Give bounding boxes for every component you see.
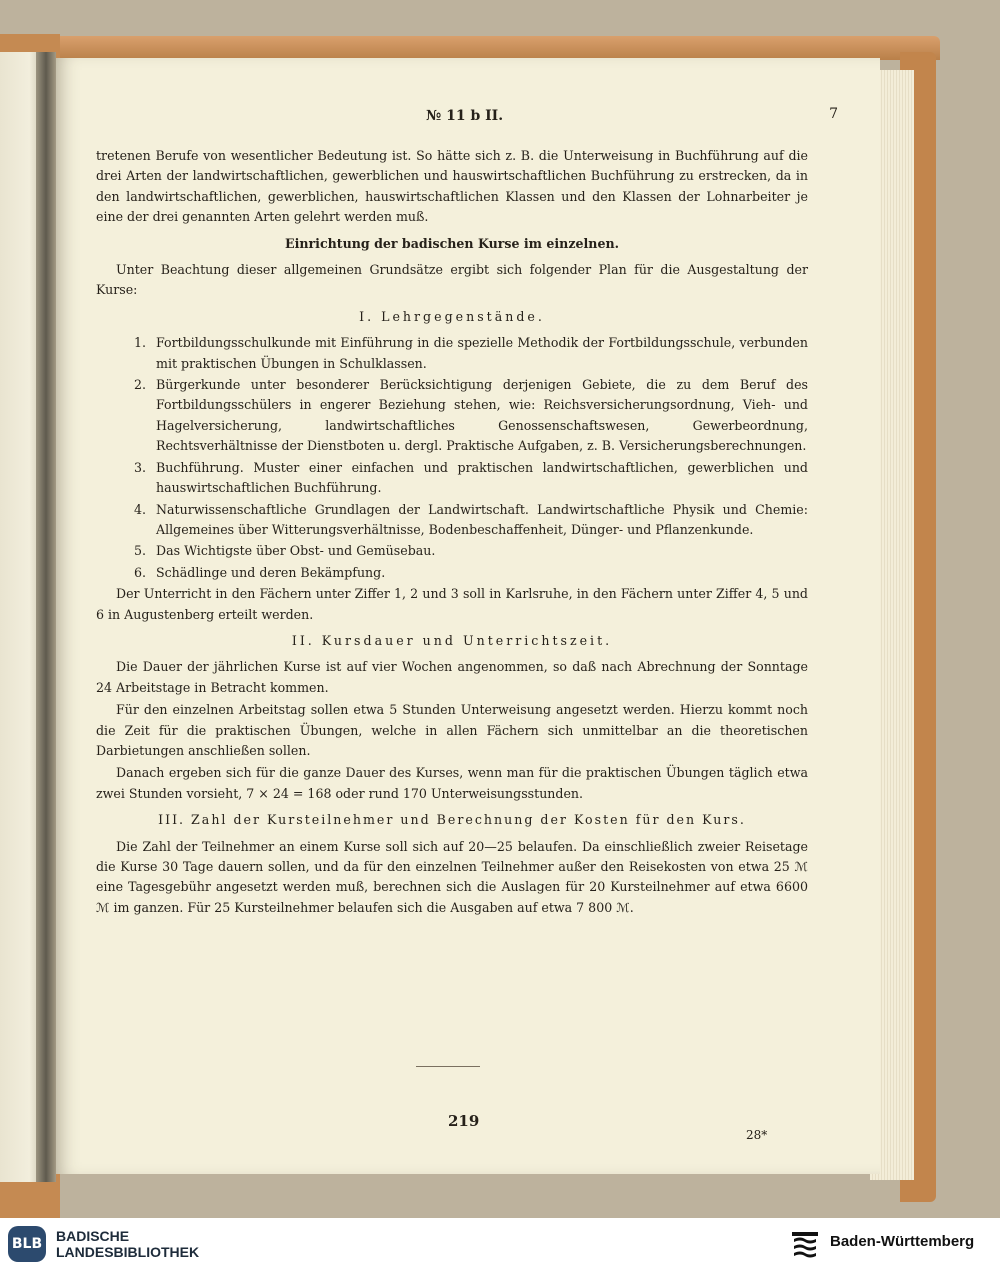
book-gutter	[36, 52, 56, 1182]
body-text	[96, 146, 808, 920]
signature-mark: 28*	[746, 1128, 768, 1142]
running-header	[96, 106, 838, 130]
section2-paragraph: Danach ergeben sich für die ganze Dauer des Kurses, wenn man für die praktischen Übungen täglich etwa zwei Stunden vorsieht, 7 × 24 = 168 oder rund 170 Unterweisungsstunden.	[96, 765, 808, 801]
list-item: 6. Schädlinge und deren Bekämpfung.	[134, 564, 386, 580]
section3-title: III. Zahl der Kursteilnehmer und Berechnung der Kosten für den Kurs.	[158, 812, 746, 828]
main-heading: Einrichtung der badischen Kurse im einzelnen.	[284, 235, 620, 251]
divider	[416, 1066, 480, 1067]
coat-of-arms-icon	[790, 1226, 820, 1262]
page-number: 7	[829, 106, 838, 122]
list-item: 2. Bürgerkunde unter besonderer Berücksichtigung derjenigen Gebiete, die zu dem Beruf des Fortbildungsschülers in engerer Beziehung stehen, wie: Reichsversicherungsordnung, Vieh- und Hagelversicherung, landwirtschaftliches Genossenschaftswesen, Gewerbeordnung, Rechtsverhältnisse der Dienstboten u. dergl. Praktische Aufgaben, z. B. Versicherungsberechnungen.	[134, 377, 808, 454]
blb-logo[interactable]: BLB	[8, 1226, 46, 1262]
folio-number: 219	[448, 1112, 480, 1130]
section2-title: II. Kursdauer und Unterrichtszeit.	[291, 632, 613, 648]
library-name: BADISCHE LANDESBIBLIOTHEK	[56, 1228, 200, 1260]
book-cover-top	[40, 36, 940, 60]
list-item: 1. Fortbildungsschulkunde mit Einführung in die spezielle Methodik der Fortbildungsschule, verbunden mit praktischen Übungen in Schulklassen.	[134, 335, 808, 371]
section1-closing: Der Unterricht in den Fächern unter Ziffer 1, 2 und 3 soll in Karlsruhe, in den Fächern unter Ziffer 4, 5 und 6 in Augustenberg erteilt werden.	[96, 586, 808, 622]
section2-paragraph: Die Dauer der jährlichen Kurse ist auf vier Wochen angenommen, so daß nach Abrechnung der Sonntage 24 Arbeitstage in Betracht kommen.	[96, 659, 808, 695]
issue-number: № 11 b II.	[426, 108, 504, 124]
plan-paragraph: Unter Beachtung dieser allgemeinen Grundsätze ergibt sich folgender Plan für die Ausgestaltung der Kurse:	[96, 262, 808, 298]
list-item: 3. Buchführung. Muster einer einfachen und praktischen landwirtschaftlichen, gewerblichen und hauswirtschaftlichen Buchführung.	[134, 459, 808, 496]
document-page	[56, 58, 880, 1174]
section1-title: I. Lehrgegenstände.	[359, 308, 545, 324]
subjects-list	[96, 333, 808, 583]
state-name: Baden-Württemberg	[830, 1233, 975, 1250]
section3-paragraph: Die Zahl der Teilnehmer an einem Kurse soll sich auf 20—25 belaufen. Da einschließlich zweier Reisetage die Kurse 30 Tage dauern sollen, und da für den einzelnen Teilnehmer außer den Reisekosten von etwa 25 ℳ eine Tagesgebühr angesetzt werden muß, berechnen sich die Auslagen für 20 Kursteilnehmer auf etwa 6600 ℳ im ganzen. Für 25 Kursteilnehmer belaufen sich die Ausgaben auf etwa 7 800 ℳ.	[96, 838, 808, 915]
intro-paragraph: tretenen Berufe von wesentlicher Bedeutung ist. So hätte sich z. B. die Unterweisung in Buchführung auf die drei Arten der landwirtschaftlichen, gewerblichen und hauswirtschaftlichen Buchführung zu erstrecken, da in den landwirtschaftlichen, gewerblichen, hauswirtschaftlichen Klassen und den Klassen der Lohnarbeiter je eine der drei genannten Arten gelehrt werden muß.	[96, 148, 808, 225]
list-item: 5. Das Wichtigste über Obst- und Gemüsebau.	[134, 543, 436, 559]
section2-paragraph: Für den einzelnen Arbeitstag sollen etwa 5 Stunden Unterweisung angesetzt werden. Hierzu kommt noch die Zeit für die praktischen Übungen, welche in allen Fächern sich unmittelbar an die theoretischen Darbietungen anschließen sollen.	[96, 702, 808, 758]
viewer-footer	[0, 1218, 1000, 1269]
list-item: 4. Naturwissenschaftliche Grundlagen der Landwirtschaft. Landwirtschaftliche Physik und Chemie: Allgemeines über Witterungsverhältnisse, Bodenbeschaffenheit, Dünger- und Pflanzenkunde.	[134, 501, 808, 537]
